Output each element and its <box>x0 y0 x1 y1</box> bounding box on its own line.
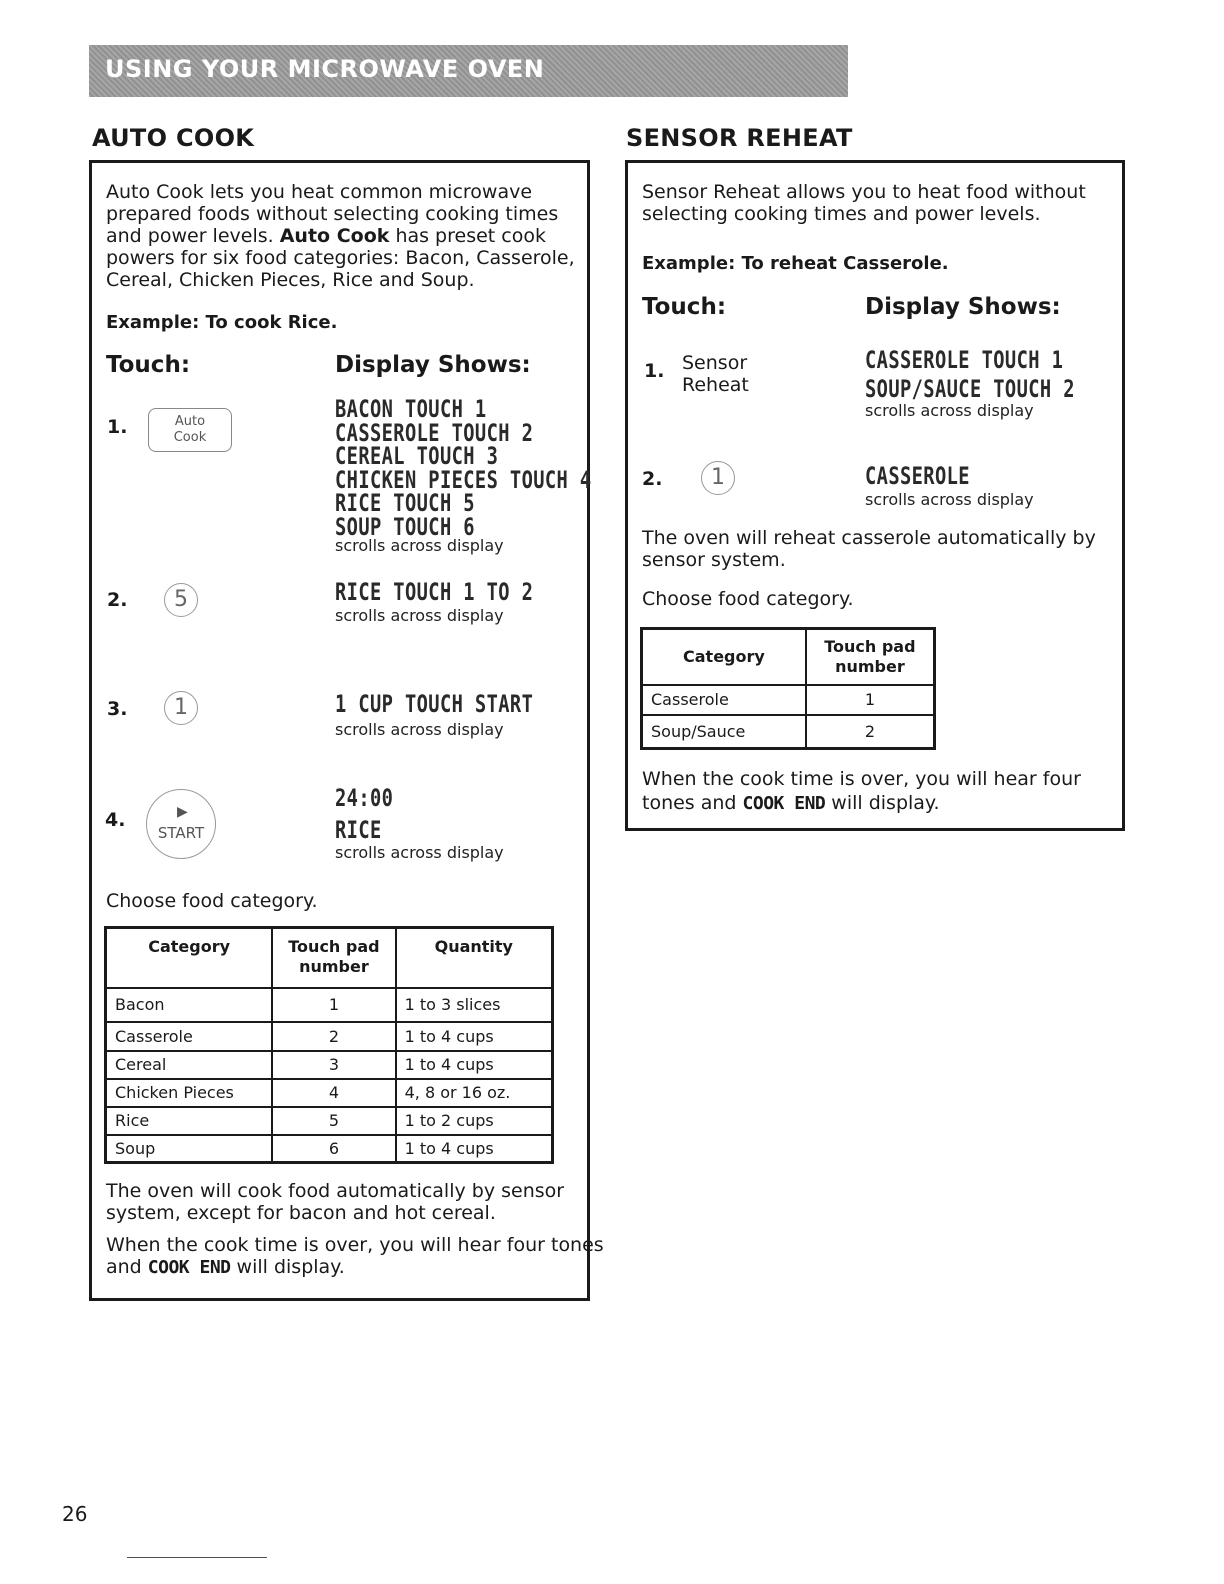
lcd-display: 24:00 RICE <box>335 784 394 844</box>
touch-heading: Touch: <box>106 352 191 378</box>
sensor-reheat-example: Example: To reheat Casserole. <box>642 253 949 274</box>
table-row: Rice 5 1 to 2 cups <box>106 1107 553 1135</box>
choose-food-category: Choose food category. <box>642 588 854 610</box>
play-icon: ▶ <box>177 804 188 820</box>
choose-food-category: Choose food category. <box>106 890 318 912</box>
scroll-note: scrolls across display <box>335 843 504 862</box>
table-row: Casserole 1 <box>642 685 935 715</box>
sensor-reheat-auto-note: The oven will reheat casserole automatically by sensor system. <box>642 527 1096 571</box>
table-row: Chicken Pieces 4 4, 8 or 16 oz. <box>106 1079 553 1107</box>
lcd-display: BACON TOUCH 1 CASSEROLE TOUCH 2 CEREAL TOUCH 3 CHICKEN PIECES TOUCH 4 RICE TOUCH 5 SOUP TOUCH 6 <box>335 395 592 541</box>
scroll-note: scrolls across display <box>335 536 504 555</box>
auto-cook-end-note: When the cook time is over, you will hear four tones and COOK END will display. <box>106 1234 604 1278</box>
table-row: Casserole 2 1 to 4 cups <box>106 1022 553 1051</box>
lcd-display: CASSEROLE <box>865 462 970 490</box>
step-number: 1. <box>644 360 665 382</box>
display-heading: Display Shows: <box>865 294 1061 320</box>
lcd-display: RICE TOUCH 1 TO 2 <box>335 578 534 606</box>
table-row: Cereal 3 1 to 4 cups <box>106 1051 553 1079</box>
footer-divider <box>127 1557 267 1558</box>
step-number: 4. <box>105 809 126 831</box>
touch-heading: Touch: <box>642 294 727 320</box>
sensor-reheat-title: SENSOR REHEAT <box>626 124 853 152</box>
table-header-row: Category Touch pad number <box>642 629 935 685</box>
lcd-display: CASSEROLE TOUCH 1 SOUP/SAUCE TOUCH 2 <box>865 346 1075 403</box>
number-1-key[interactable]: 1 <box>164 691 198 725</box>
number-1-key[interactable]: 1 <box>701 461 735 495</box>
banner-title: USING YOUR MICROWAVE OVEN <box>105 55 545 83</box>
table-header-row: Category Touch pad number Quantity <box>106 928 553 988</box>
start-button[interactable]: ▶ START <box>146 789 216 859</box>
display-heading: Display Shows: <box>335 352 531 378</box>
auto-cook-button[interactable]: Auto Cook <box>148 408 232 452</box>
step-number: 1. <box>107 416 128 438</box>
scroll-note: scrolls across display <box>335 720 504 739</box>
page-number: 26 <box>62 1502 88 1526</box>
sensor-reheat-table <box>640 627 936 750</box>
step-number: 2. <box>642 468 663 490</box>
section-banner <box>89 45 848 97</box>
sensor-reheat-button[interactable]: Sensor Reheat <box>682 352 749 396</box>
auto-cook-intro: Auto Cook lets you heat common microwave prepared foods without selecting cooking times and power levels. Auto Cook has preset cook powers for six food categories: Bacon, Casserole, Cereal, Chicken Pieces, Rice and Soup. <box>106 181 575 291</box>
step-number: 3. <box>107 698 128 720</box>
auto-cook-sensor-note: The oven will cook food automatically by sensor system, except for bacon and hot cereal. <box>106 1180 565 1224</box>
number-5-key[interactable]: 5 <box>164 583 198 617</box>
table-row: Soup/Sauce 2 <box>642 715 935 749</box>
table-row: Soup 6 1 to 4 cups <box>106 1135 553 1163</box>
scroll-note: scrolls across display <box>865 401 1034 420</box>
sensor-reheat-intro: Sensor Reheat allows you to heat food without selecting cooking times and power levels. <box>642 181 1086 225</box>
table-row: Bacon 1 1 to 3 slices <box>106 988 553 1022</box>
step-number: 2. <box>107 589 128 611</box>
auto-cook-example: Example: To cook Rice. <box>106 312 338 333</box>
sensor-reheat-end-note: When the cook time is over, you will hear four tones and COOK END will display. <box>642 768 1081 814</box>
scroll-note: scrolls across display <box>865 490 1034 509</box>
auto-cook-table <box>104 926 554 1164</box>
scroll-note: scrolls across display <box>335 606 504 625</box>
auto-cook-title: AUTO COOK <box>92 124 255 152</box>
lcd-display: 1 CUP TOUCH START <box>335 690 534 718</box>
